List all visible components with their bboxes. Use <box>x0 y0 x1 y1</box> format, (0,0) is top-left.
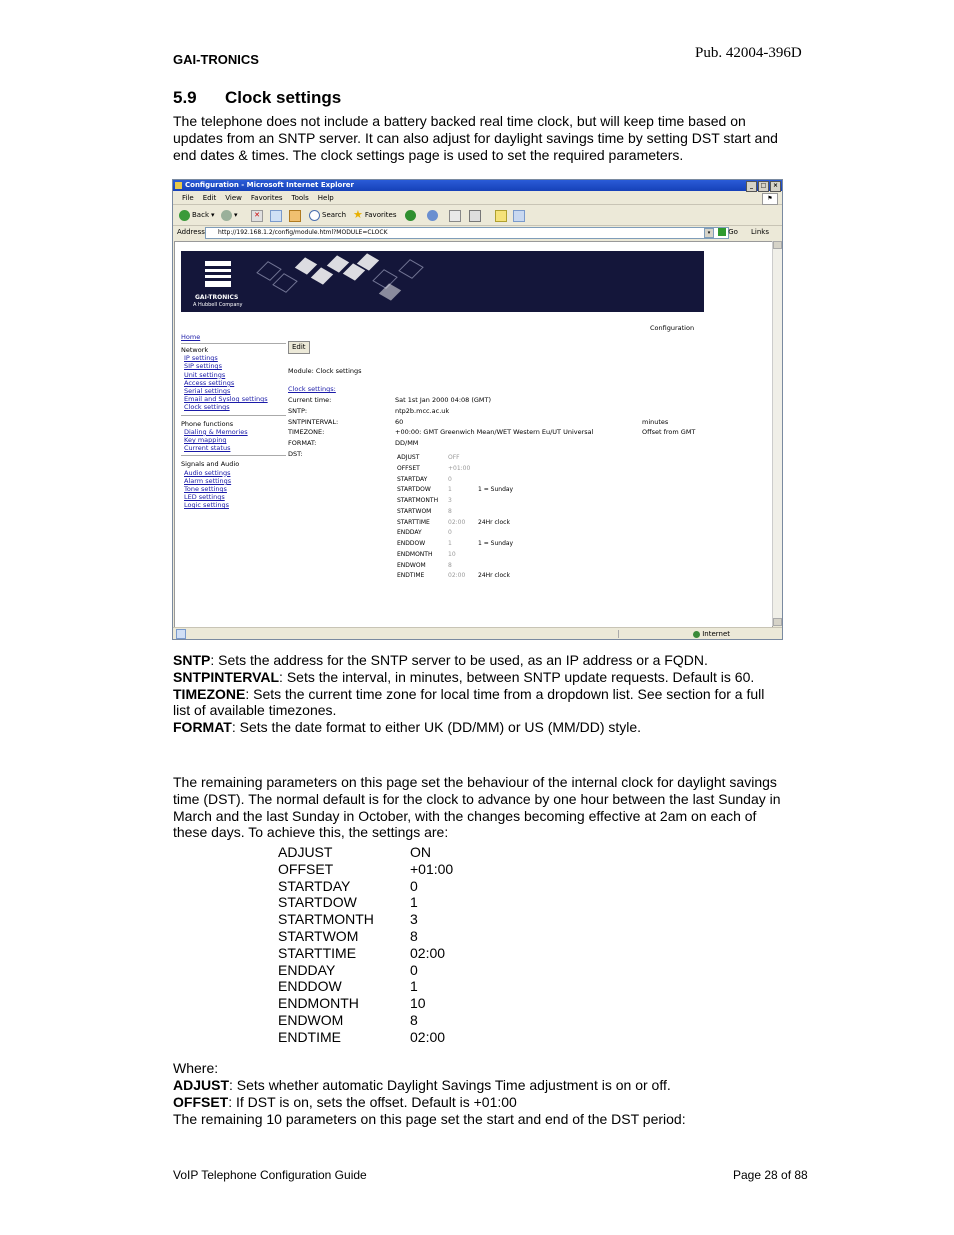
intro-paragraph: The telephone does not include a battery backed real time clock, but will keep time based on updates from an SNTP server. It can also adjust for daylight savings time by setting DST start and end dates & times. The clock settings page is used to set the required parameters. <box>173 113 778 163</box>
dst-param-value[interactable]: 8 <box>448 561 452 569</box>
field-label: FORMAT: <box>288 439 317 448</box>
page-number: Page 28 of 88 <box>733 1168 808 1182</box>
dst-default-value: 3 <box>410 911 418 928</box>
dst-default-value: 8 <box>410 927 418 944</box>
nav-group-title: Signals and Audio <box>181 460 240 469</box>
nav-link[interactable]: Audio settings <box>184 468 231 477</box>
dst-param-name: STARTDAY <box>397 475 428 483</box>
module-label: Module: Clock settings <box>288 367 362 375</box>
home-icon[interactable] <box>289 210 301 222</box>
dst-default-value: 02:00 <box>410 944 446 961</box>
definitions-list-2 <box>173 1077 783 1111</box>
back-button[interactable]: Back ▾ <box>179 209 215 221</box>
dst-param-value[interactable]: 02:00 <box>448 572 466 580</box>
maximize-icon[interactable]: □ <box>758 181 769 192</box>
forward-arrow-icon <box>221 210 232 221</box>
logo-name: GAI-TRONICS <box>195 294 239 301</box>
dst-param-name: OFFSET <box>397 464 420 472</box>
dst-default-value: 8 <box>410 1011 418 1028</box>
sidebar-nav <box>181 346 286 510</box>
dst-param-name: ENDTIME <box>397 572 425 580</box>
field-label: SNTPINTERVAL: <box>288 417 339 426</box>
nav-group-title: Network <box>181 346 209 354</box>
refresh-icon[interactable] <box>270 210 282 222</box>
dst-default-value: +01:00 <box>410 860 454 877</box>
dst-default-value: 02:00 <box>410 1028 446 1045</box>
definition <box>173 686 783 720</box>
footer-title: VoIP Telephone Configuration Guide <box>173 1168 367 1182</box>
dst-default-name: STARTMONTH <box>278 911 374 928</box>
dst-param-name: ENDDAY <box>397 529 422 537</box>
nav-link[interactable]: Dialing & Memories <box>184 427 248 436</box>
dst-param-value[interactable]: 1 <box>448 486 452 494</box>
dst-default-value: 0 <box>410 877 418 894</box>
window-titlebar <box>173 180 782 191</box>
section-title: Clock settings <box>225 88 342 107</box>
browser-toolbar <box>173 205 782 226</box>
dst-default-value: 1 <box>410 894 418 911</box>
page-done-icon <box>176 629 186 639</box>
dst-default-name: STARTDOW <box>278 894 357 911</box>
dst-param-value[interactable]: 02:00 <box>448 518 466 526</box>
gai-tronics-logo <box>205 261 231 287</box>
vertical-scrollbar[interactable] <box>772 241 782 626</box>
close-icon[interactable]: × <box>770 181 781 192</box>
folder-icon[interactable] <box>495 210 507 222</box>
dst-param-value[interactable]: 1 <box>448 540 452 547</box>
company-header: GAI-TRONICS <box>173 52 259 67</box>
menu-item-help[interactable]: Help <box>317 194 334 202</box>
field-label: SNTP: <box>288 406 308 415</box>
publication-number: Pub. 42004-396D <box>695 45 802 61</box>
dst-param-name: ENDMONTH <box>397 550 433 558</box>
dst-intro-paragraph: The remaining parameters on this page set the behaviour of the internal clock for daylight savings time (DST). The normal default is for the clock to advance by one hour between the last Sunday in March and the last Sunday in October, with the changes becoming effective at 2am on each of these days. To achieve this, the settings are: <box>173 774 781 841</box>
stop-icon[interactable]: ✕ <box>251 210 263 222</box>
nav-link[interactable]: Access settings <box>184 378 235 387</box>
field-note: Offset from GMT <box>642 428 696 437</box>
definition-text: : Sets the interval, in minutes, between SNTP update requests. Default is 60. <box>279 668 755 685</box>
nav-link[interactable]: Unit settings <box>184 370 226 379</box>
dst-param-note: 24Hr clock <box>478 518 510 526</box>
dst-param-note: 1 = Sunday <box>478 540 514 547</box>
dst-param-name: STARTTIME <box>397 518 430 526</box>
go-button[interactable]: Go <box>718 226 738 239</box>
dst-default-name: STARTWOM <box>278 927 359 944</box>
dst-param-name: ADJUST <box>397 454 420 461</box>
windows-flag-icon: ⚑ <box>762 193 778 205</box>
dst-param-name: STARTWOM <box>397 507 432 515</box>
definition <box>173 1094 783 1111</box>
address-label: Address <box>177 228 205 236</box>
section-heading <box>173 88 341 108</box>
definition-text: : Sets the current time zone for local time from a dropdown list. See section for a full list of available timezones. <box>173 685 765 719</box>
field-value: 60 <box>395 417 404 426</box>
definition <box>173 1077 783 1094</box>
field-value: Sat 1st Jan 2000 04:08 (GMT) <box>395 396 492 404</box>
messenger-icon[interactable] <box>513 210 525 222</box>
definition <box>173 669 783 686</box>
address-dropdown-icon[interactable]: ▾ <box>704 228 714 238</box>
home-link[interactable]: Home <box>181 333 201 341</box>
nav-link[interactable]: Key mapping <box>184 436 227 445</box>
cube-graphic <box>398 259 424 279</box>
field-label: DST: <box>288 450 303 458</box>
dst-param-note: 24Hr clock <box>478 572 510 580</box>
field-value: ntp2b.mcc.ac.uk <box>395 406 450 415</box>
definition-text: : Sets the date format to either UK (DD/MM) or US (MM/DD) style. <box>231 719 642 736</box>
dst-default-name: ENDWOM <box>278 1011 344 1028</box>
dst-param-value[interactable]: 3 <box>448 497 452 504</box>
nav-divider <box>181 415 286 416</box>
nav-link[interactable]: Clock settings <box>184 403 230 412</box>
definition-term: SNTPINTERVAL <box>173 668 280 685</box>
section-number: 5.9 <box>173 88 197 107</box>
field-value: +00:00: GMT Greenwich Mean/WET Western Eu/UT Universal <box>395 428 594 437</box>
browser-screenshot <box>172 179 783 640</box>
definition-text: : Sets whether automatic Daylight Savings Time adjustment is on or off. <box>229 1077 671 1093</box>
definition-text: : If DST is on, sets the offset. Default is +01:00 <box>228 1093 517 1110</box>
favorites-button[interactable]: ★ Favorites <box>353 208 397 221</box>
dst-param-name: STARTDOW <box>397 486 431 494</box>
definition-term: FORMAT <box>173 719 232 736</box>
status-bar <box>173 627 782 640</box>
dst-default-name: ENDTIME <box>278 1028 341 1045</box>
nav-divider <box>181 455 286 456</box>
dst-default-name: ENDMONTH <box>278 995 359 1012</box>
search-button[interactable]: Search <box>309 209 346 221</box>
dst-param-value[interactable]: +01:00 <box>448 464 471 472</box>
dst-param-value[interactable]: 0 <box>448 529 452 537</box>
menu-item-tools[interactable]: Tools <box>291 194 309 202</box>
window-title: Configuration - Microsoft Internet Explorer <box>185 181 355 189</box>
logo-subtitle: A Hubbell Company <box>193 302 243 308</box>
field-label: Current time: <box>288 396 332 404</box>
minimize-icon[interactable]: _ <box>746 181 757 192</box>
definition-term: SNTP <box>173 652 211 668</box>
closing-paragraph: The remaining 10 parameters on this page set the start and end of the DST period: <box>173 1111 686 1127</box>
definition-term: ADJUST <box>173 1077 230 1093</box>
nav-group-title: Phone functions <box>181 419 234 428</box>
clock-settings-heading: Clock settings: <box>288 385 336 393</box>
nav-link[interactable]: LED settings <box>184 493 225 502</box>
edit-button[interactable]: Edit <box>288 341 310 354</box>
status-panels <box>618 630 689 638</box>
dst-param-note: 1 = Sunday <box>478 486 514 494</box>
links-button[interactable]: Links <box>751 228 769 236</box>
scroll-up-icon[interactable] <box>773 241 782 249</box>
menu-item-view[interactable]: View <box>225 194 242 202</box>
nav-link[interactable]: Email and Syslog settings <box>184 395 268 404</box>
media-icon[interactable] <box>405 210 416 221</box>
definition-term: OFFSET <box>173 1093 229 1110</box>
menu-bar <box>173 192 782 205</box>
dst-param-name: ENDWOM <box>397 561 426 569</box>
configuration-label: Configuration <box>650 324 695 332</box>
search-icon <box>309 210 320 221</box>
definition <box>173 652 783 669</box>
dst-param-value[interactable]: 10 <box>448 550 456 558</box>
dst-param-name: STARTMONTH <box>397 497 439 504</box>
cube-graphic <box>311 267 333 284</box>
dst-param-value[interactable]: 0 <box>448 475 452 483</box>
nav-divider <box>181 343 286 344</box>
forward-button[interactable]: ▾ <box>221 209 238 221</box>
mail-icon[interactable] <box>449 210 461 222</box>
dst-default-name: ENDDAY <box>278 961 336 978</box>
cube-graphic <box>272 273 298 293</box>
where-label: Where: <box>173 1060 219 1076</box>
definitions-list <box>173 652 783 736</box>
dst-default-name: ENDDOW <box>278 978 342 995</box>
nav-link[interactable]: Current status <box>184 444 231 453</box>
dst-default-value: ON <box>410 844 431 860</box>
menu-item-favorites[interactable]: Favorites <box>250 194 283 202</box>
go-arrow-icon <box>718 228 726 236</box>
star-icon: ★ <box>353 208 363 221</box>
field-value: DD/MM <box>395 439 419 448</box>
menu-item-edit[interactable]: Edit <box>202 194 217 202</box>
ie-icon <box>175 182 182 189</box>
nav-link[interactable]: Tone settings <box>184 485 227 494</box>
dst-param-value[interactable]: 8 <box>448 507 452 515</box>
page-viewport <box>174 241 773 628</box>
dst-default-value: 10 <box>410 995 426 1012</box>
definition-text: : Sets the address for the SNTP server to be used, as an IP address or a FQDN. <box>210 652 708 668</box>
definition <box>173 719 783 736</box>
internet-zone: Internet <box>693 628 730 640</box>
dst-default-name: ADJUST <box>278 844 333 860</box>
field-note: minutes <box>642 417 669 426</box>
dst-default-value: 0 <box>410 961 418 978</box>
dst-default-name: OFFSET <box>278 860 334 877</box>
print-icon[interactable] <box>469 210 481 222</box>
dst-param-name: ENDDOW <box>397 540 426 547</box>
dst-default-name: STARTTIME <box>278 944 357 961</box>
dst-default-value: 1 <box>410 978 418 995</box>
definition-term: TIMEZONE <box>173 685 246 702</box>
history-icon[interactable] <box>427 210 438 221</box>
cube-graphic <box>295 257 317 274</box>
back-arrow-icon <box>179 210 190 221</box>
nav-link[interactable]: Alarm settings <box>184 476 232 485</box>
scroll-down-icon[interactable] <box>773 618 782 626</box>
field-label: TIMEZONE: <box>288 428 325 437</box>
globe-icon <box>693 631 700 638</box>
site-banner <box>181 251 704 312</box>
address-input[interactable]: http://192.168.1.2/config/module.html?MODULE=CLOCK <box>205 227 729 239</box>
nav-link[interactable]: IP settings <box>184 354 218 363</box>
dst-default-name: STARTDAY <box>278 877 351 894</box>
nav-link[interactable]: Logic settings <box>184 501 229 510</box>
menu-item-file[interactable]: File <box>182 194 194 202</box>
address-bar <box>173 226 782 239</box>
dst-param-value[interactable]: OFF <box>448 454 460 461</box>
nav-link[interactable]: Serial settings <box>184 387 231 396</box>
nav-link[interactable]: SIP settings <box>184 362 222 371</box>
